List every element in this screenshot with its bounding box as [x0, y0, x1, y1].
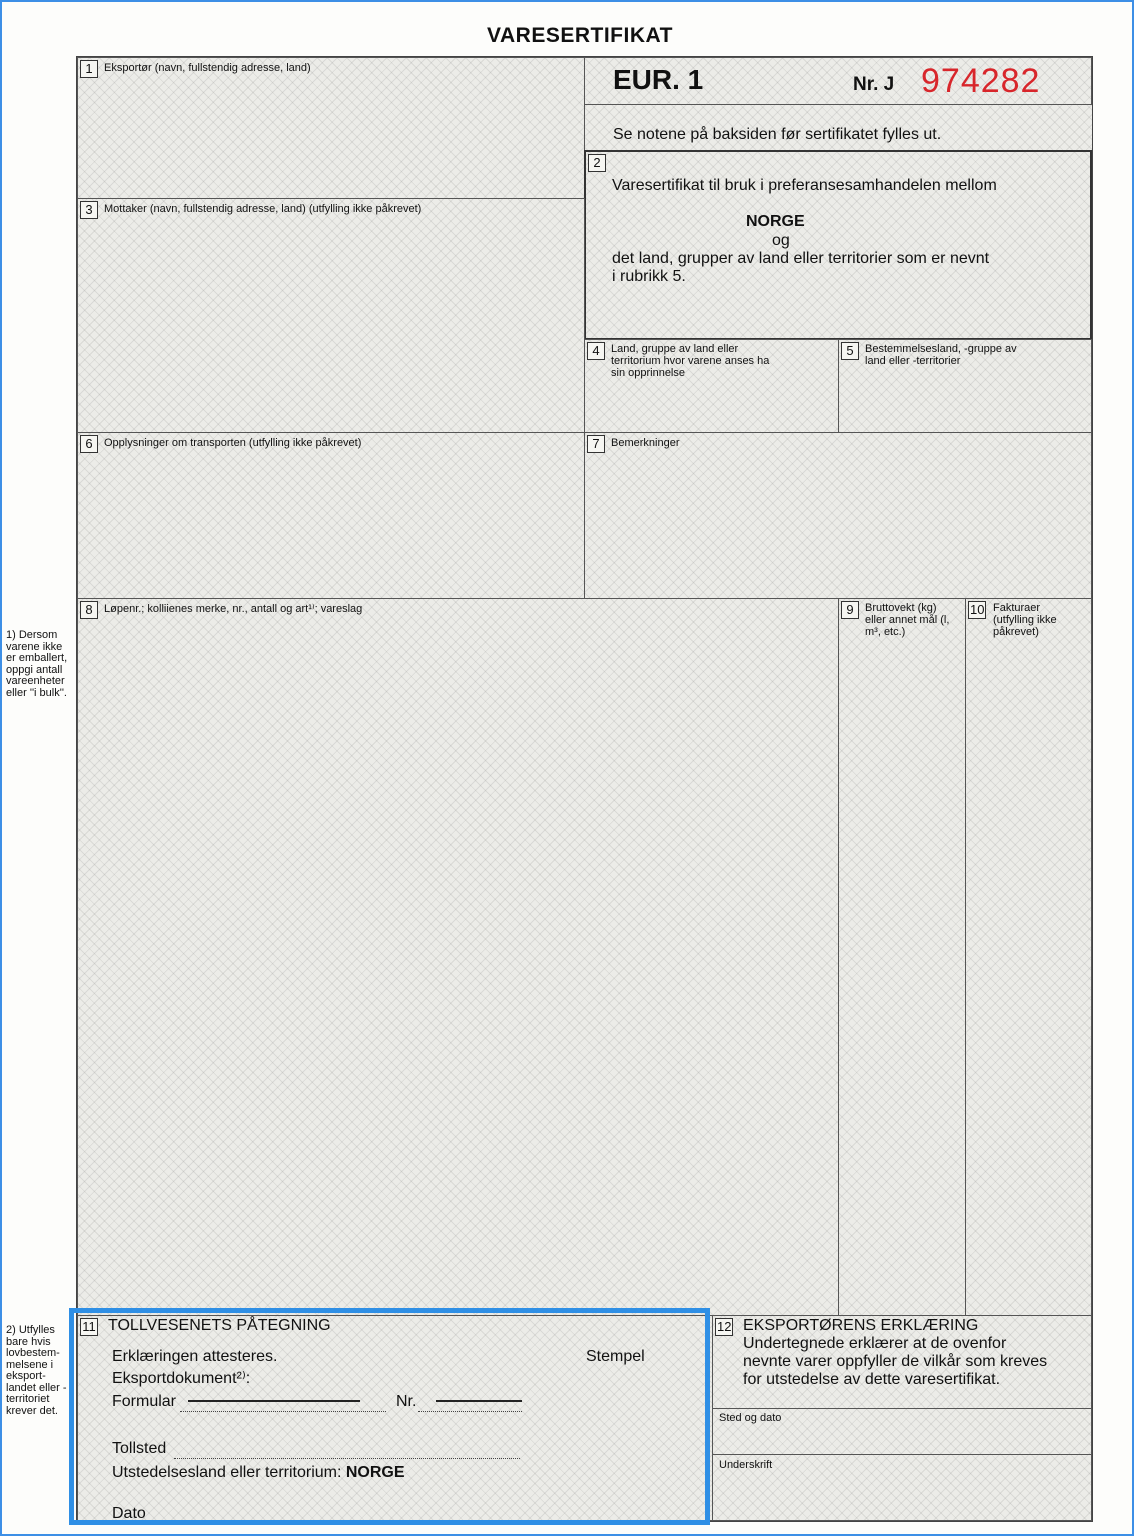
eur1-header — [584, 57, 1092, 105]
box11-attest: Erklæringen attesteres. — [112, 1348, 278, 1365]
box-5-destination[interactable] — [838, 339, 1092, 433]
box-label: Land, gruppe av land eller territorium hvor varene anses ha sin opprinnelse — [611, 343, 770, 379]
box-2-preferential — [584, 150, 1092, 340]
issuing-label: Utstedelsesland eller territorium: — [112, 1464, 342, 1481]
box-label: Bruttovekt (kg) eller annet mål (l, m³, etc.) — [865, 602, 950, 638]
box11-stamp: Stempel — [586, 1348, 645, 1365]
box12-place-date[interactable]: Sted og dato — [719, 1412, 782, 1424]
serial-number: 974282 — [921, 62, 1041, 100]
box-number: 6 — [80, 435, 98, 453]
box12-text1: Undertegnede erklærer at de ovenfor — [743, 1335, 1007, 1352]
box-number: 1 — [80, 60, 98, 78]
document-title: VARESERTIFIKAT — [487, 24, 673, 47]
box-number: 4 — [587, 342, 605, 360]
box-number: 3 — [80, 201, 98, 219]
box-9-gross-weight[interactable] — [838, 598, 966, 1316]
box2-line1: Varesertifikat til bruk i preferansesamhandelen mellom — [612, 177, 997, 194]
box11-tollsted-label: Tollsted — [112, 1440, 167, 1457]
box-1-exporter[interactable] — [77, 57, 585, 199]
box-8-goods[interactable] — [77, 598, 839, 1316]
instructions-note: Se notene på baksiden før sertifikatet fylles ut. — [613, 126, 942, 143]
box2-country: NORGE — [746, 213, 805, 230]
box-number: 7 — [587, 435, 605, 453]
box-12-exporter-declaration[interactable] — [712, 1315, 1092, 1521]
box12-text3: for utstedelse av dette varesertifikat. — [743, 1371, 1001, 1388]
box11-dato-label: Dato — [112, 1505, 146, 1522]
box-label: Bemerkninger — [611, 437, 680, 449]
box-4-origin[interactable] — [584, 339, 839, 433]
box-3-consignee[interactable] — [77, 198, 585, 433]
box-number: 8 — [80, 601, 98, 619]
box-10-invoices[interactable] — [965, 598, 1092, 1316]
eur1-label: EUR. 1 — [613, 64, 704, 95]
box2-line3: det land, grupper av land eller territorier som er nevnt — [612, 250, 990, 267]
nr-prefix: Nr. J — [853, 74, 895, 95]
side-note-2: 2) Utfylles bare hvis lovbestem-melsene i eksport-landet eller -territoriet krever det. — [6, 1324, 67, 1417]
box-label: Bestemmelsesland, -gruppe av land eller -territorier — [865, 343, 1017, 367]
box12-divider — [713, 1454, 1091, 1455]
box-number: 12 — [717, 1319, 732, 1334]
box-6-transport[interactable] — [77, 432, 585, 599]
box-label: Fakturaer (utfylling ikke påkrevet) — [993, 602, 1057, 638]
box-label: Opplysninger om transporten (utfylling ikke påkrevet) — [104, 437, 362, 449]
box11-formular-label: Formular — [112, 1393, 177, 1410]
box11-export-doc: Eksportdokument²⁾: — [112, 1370, 251, 1387]
box-label: Eksportør (navn, fullstendig adresse, land) — [104, 62, 311, 74]
issuing-country: NORGE — [345, 1464, 405, 1481]
box-number: 9 — [841, 601, 859, 619]
certificate-form — [76, 56, 1093, 1522]
box12-divider — [713, 1408, 1091, 1409]
box-number: 10 — [970, 602, 985, 617]
box11-nr-label: Nr. — [396, 1393, 417, 1410]
box-label: Løpenr.; kolliienes merke, nr., antall og art¹⁾; vareslag — [104, 603, 363, 615]
side-note-1: 1) Dersom varene ikke er emballert, oppgi antall vareenheter eller ''i bulk''. — [6, 629, 68, 699]
selection-highlight — [69, 1308, 710, 1525]
box2-line4: i rubrikk 5. — [612, 268, 686, 285]
box-number: 2 — [588, 154, 606, 172]
box12-signature[interactable]: Underskrift — [719, 1459, 773, 1471]
box12-text2: nevnte varer oppfyller de vilkår som kreves — [743, 1353, 1048, 1370]
box12-heading: EKSPORTØRENS ERKLÆRING — [743, 1317, 979, 1334]
box-label: Mottaker (navn, fullstendig adresse, land) (utfylling ikke påkrevet) — [104, 203, 422, 215]
box11-heading: TOLLVESENETS PÅTEGNING — [108, 1317, 331, 1334]
box2-og: og — [772, 232, 790, 249]
box-number: 11 — [80, 1318, 98, 1336]
box-7-remarks[interactable] — [584, 432, 1092, 599]
box-number: 5 — [841, 342, 859, 360]
